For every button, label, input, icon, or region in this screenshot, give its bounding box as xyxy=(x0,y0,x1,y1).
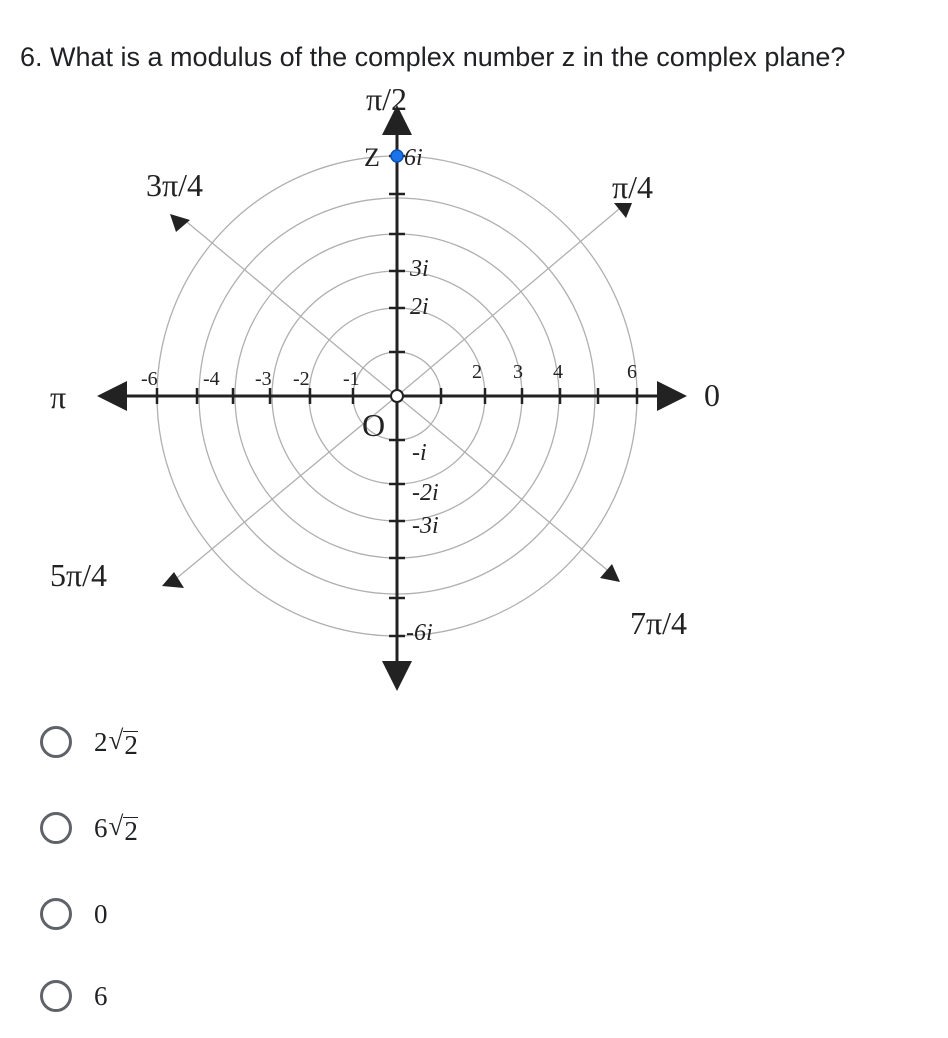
option-2-sqrt-2[interactable] xyxy=(40,720,138,764)
real-tick-label: -3 xyxy=(255,368,272,390)
origin-point xyxy=(391,390,403,402)
option-6-sqrt-2[interactable] xyxy=(40,806,138,850)
real-tick-label: 2 xyxy=(472,361,482,383)
angle-label-3pi-4: 3π/4 xyxy=(146,167,204,203)
option-radicand: 2 xyxy=(124,730,138,760)
option-value: 6 xyxy=(94,980,108,1011)
option-coefficient: 2 xyxy=(94,726,108,757)
real-tick-label: 3 xyxy=(513,361,523,383)
real-tick-label: -6 xyxy=(141,368,158,390)
imag-tick-label: -2i xyxy=(412,480,439,506)
angle-label-0: 0 xyxy=(704,377,720,413)
imag-tick-label: 2i xyxy=(410,294,429,320)
real-tick-label: -1 xyxy=(343,368,360,390)
option-label xyxy=(94,981,108,1012)
option-value: 0 xyxy=(94,898,108,929)
angle-label-pi: π xyxy=(50,379,67,415)
radio-button[interactable] xyxy=(40,980,72,1012)
arrowhead-3pi-4 xyxy=(170,214,190,232)
question-text: 6. What is a modulus of the complex number z in the complex plane? xyxy=(20,42,846,72)
radio-button[interactable] xyxy=(40,898,72,930)
real-tick-label: -4 xyxy=(203,368,220,390)
real-tick-label: 4 xyxy=(553,361,563,383)
option-coefficient: 6 xyxy=(94,812,108,843)
angle-label-5pi-4: 5π/4 xyxy=(50,557,108,593)
origin-label: O xyxy=(362,407,386,443)
real-tick-label: -2 xyxy=(293,368,310,390)
angle-label-7pi-4: 7π/4 xyxy=(630,605,688,641)
imag-tick-label: 3i xyxy=(410,256,429,282)
ray-pi-4 xyxy=(397,204,625,396)
imag-tick-label: -i xyxy=(412,440,427,466)
imag-tick-label: 6i xyxy=(404,145,423,171)
square-root: √ 2 xyxy=(108,811,138,846)
option-label xyxy=(94,811,138,845)
option-label xyxy=(94,725,138,759)
point-z xyxy=(391,150,403,162)
option-radicand: 2 xyxy=(124,816,138,846)
square-root: √ 2 xyxy=(108,725,138,760)
imag-tick-label: -6i xyxy=(406,620,433,646)
point-z-label: Z xyxy=(364,143,380,172)
angle-label-pi-4: π/4 xyxy=(612,169,654,205)
option-0[interactable] xyxy=(40,892,108,936)
real-tick-label: 6 xyxy=(627,361,637,383)
radio-button[interactable] xyxy=(40,726,72,758)
option-label xyxy=(94,899,108,930)
imag-tick-label: -3i xyxy=(412,513,439,539)
angle-label-pi-2: π/2 xyxy=(366,81,408,117)
radio-button[interactable] xyxy=(40,812,72,844)
option-6[interactable] xyxy=(40,974,108,1018)
